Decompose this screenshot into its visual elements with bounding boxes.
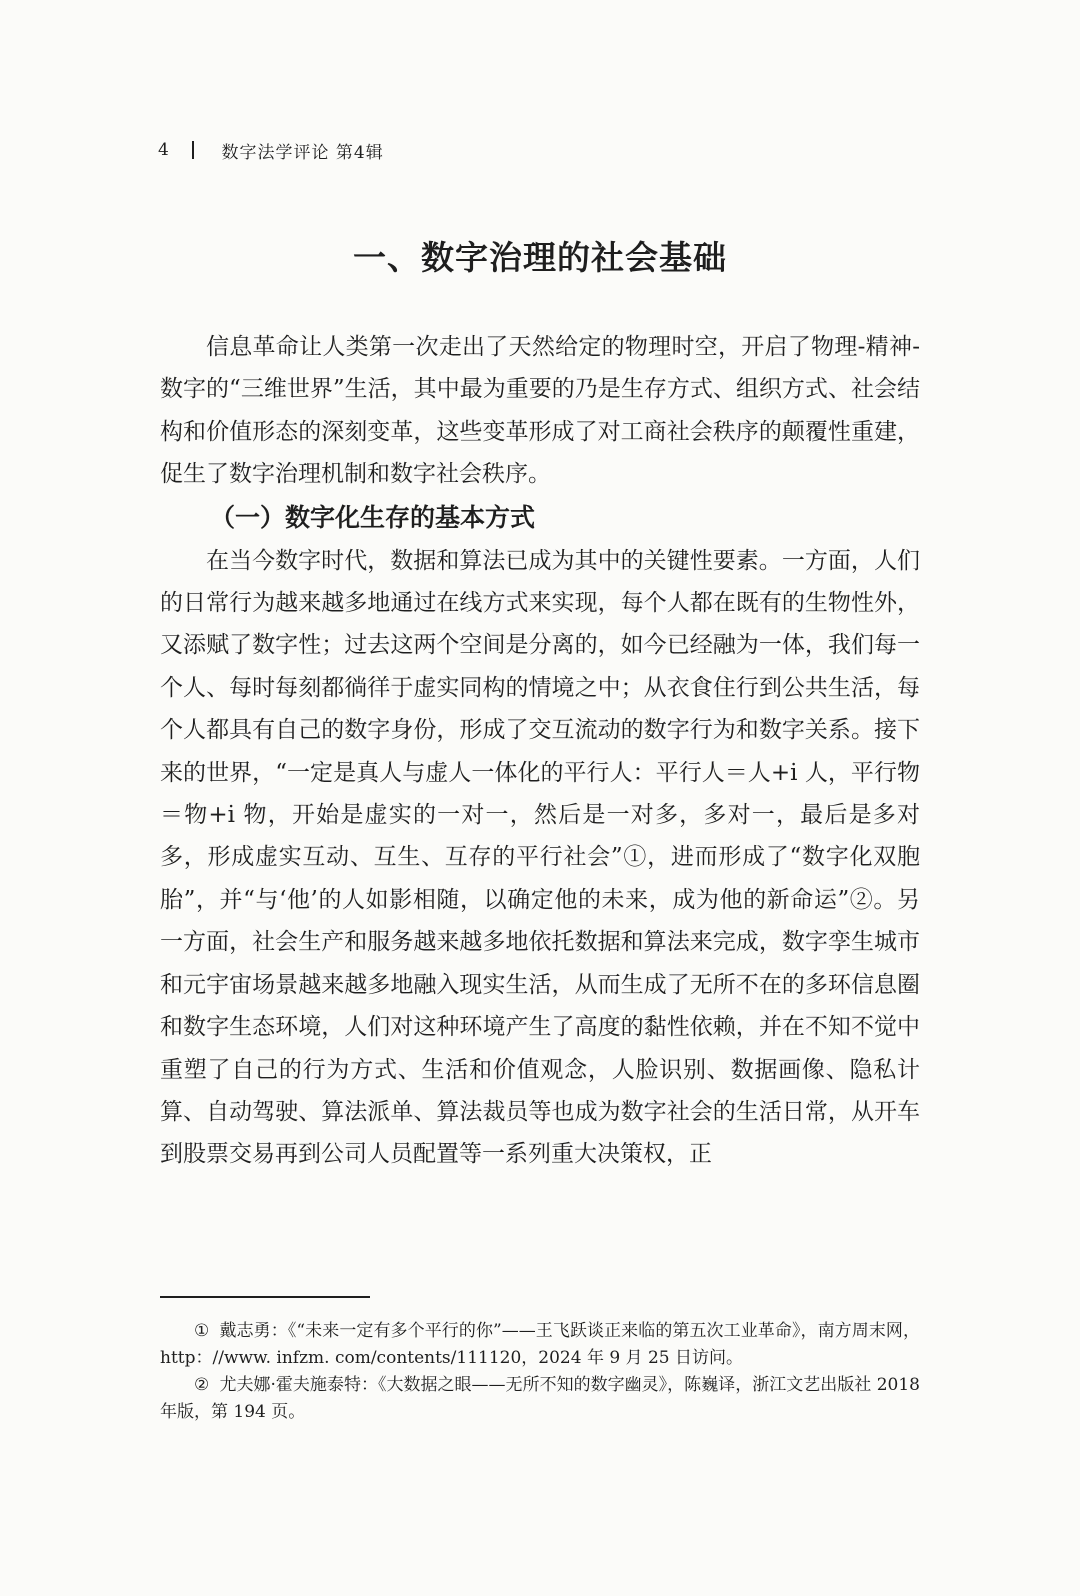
- section-paragraph: 在当今数字时代，数据和算法已成为其中的关键性要素。一方面，人们的日常行为越来越多地通过在线方式来实现，每个人都在既有的生物性外，又添赋了数字性；过去这两个空间是分离的，如今已经融为一体，我们每一个人、每时每刻都徜徉于虚实同构的情境之中；从衣食住行到公共生活，每个人都具有自己的数字身份，形成了交互流动的数字行为和数字关系。接下来的世界，“一定是真人与虚人一体化的平行人：平行人＝人+i 人，平行物＝物+i 物，开始是虚实的一对一，然后是一对多，多对一，最后是多对多，形成虚实互动、互生、互存的平行社会”①，进而形成了“数字化双胞胎”，并“与‘他’的人如影相随，以确定他的未来，成为他的新命运”②。另一方面，社会生产和服务越来越多地依托数据和算法来完成，数字孪生城市和元宇宙场景越来越多地融入现实生活，从而生成了无所不在的多环信息圈和数字生态环境，人们对这种环境产生了高度的黏性依赖，并在不知不觉中重塑了自己的行为方式、生活和价值观念，人脸识别、数据画像、隐私计算、自动驾驶、算法派单、算法裁员等也成为数字社会的生活日常，从开车到股票交易再到公司人员配置等一系列重大决策权，正: [160, 547, 920, 1168]
- footnote-1: [160, 1318, 920, 1372]
- running-header: [158, 136, 384, 164]
- footnote-marker: ②: [194, 1375, 210, 1395]
- footnote-divider: [160, 1296, 370, 1298]
- section-title: （一）数字化生存的基本方式: [210, 502, 536, 532]
- intro-paragraph: 信息革命让人类第一次走出了天然给定的物理时空，开启了物理-精神-数字的“三维世界”生活，其中最为重要的乃是生存方式、组织方式、社会结构和价值形态的深刻变革，这些变革形成了对工商社会秩序的颠覆性重建，促生了数字治理机制和数字社会秩序。: [160, 334, 920, 488]
- page-number: 4: [158, 140, 170, 160]
- body-text: [160, 326, 920, 1176]
- book-title: 数字法学评论 第4辑: [221, 142, 384, 163]
- footnote-text: 尤夫娜·霍夫施泰特：《大数据之眼——无所不知的数字幽灵》，陈巍译，浙江文艺出版社 2018 年版，第 194 页。: [160, 1375, 920, 1422]
- footnotes: [160, 1318, 920, 1426]
- footnote-marker: ①: [194, 1321, 210, 1341]
- footnote-text: 戴志勇：《“未来一定有多个平行的你”——王飞跃谈正来临的第五次工业革命》，南方周末网，http：//www. infzm. com/contents/111120，2024 年 9 月 25 日访问。: [160, 1321, 920, 1368]
- chapter-title: 一、数字治理的社会基础: [353, 238, 727, 277]
- header-separator: [192, 141, 194, 159]
- footnote-2: [160, 1372, 920, 1426]
